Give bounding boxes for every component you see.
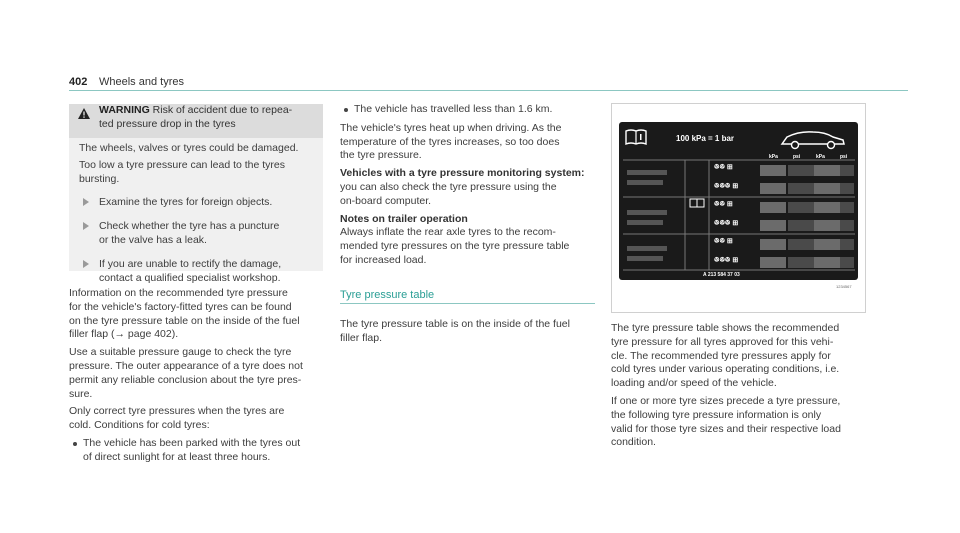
tyre-size-label — [627, 220, 663, 225]
text-line: Examine the tyres for foreign objects. — [99, 196, 273, 209]
bullet-dot — [344, 108, 348, 112]
text-line: The vehicle has travelled less than 1.6 km. — [354, 103, 553, 115]
pressure-cell — [760, 165, 786, 176]
warning-box — [69, 104, 323, 284]
pressure-cell — [788, 239, 814, 250]
pressure-cell — [814, 257, 840, 268]
warning-heading-text: Risk of accident due to repea- — [152, 104, 293, 116]
text-line: loading and/or speed of the vehicle. — [611, 377, 777, 390]
part-number: A 213 584 37 03 — [703, 272, 740, 278]
column-header-psi: psi — [793, 154, 801, 160]
text-line: sure. — [69, 387, 93, 400]
text-line: on-board computer. — [340, 194, 432, 207]
bullet-dot — [73, 442, 77, 446]
text-line: the tyre pressure. — [340, 149, 422, 162]
warning-heading-line2: ted pressure drop in the tyres — [99, 117, 236, 130]
pressure-cell — [840, 220, 854, 231]
pressure-cell — [840, 257, 854, 268]
subheading: Notes on trailer operation — [340, 212, 468, 225]
unit-label: 100 kPa = 1 bar — [676, 134, 735, 143]
step-arrow-icon — [83, 198, 89, 206]
text-line: for the vehicle's factory-fitted tyres can be found — [69, 300, 292, 313]
text-line: Use a suitable pressure gauge to check the tyre — [69, 346, 292, 359]
text-line: The vehicle's tyres heat up when driving. As the — [340, 121, 562, 134]
table-description-paragraph — [611, 322, 866, 391]
pressure-cell — [814, 165, 840, 176]
text-line: you can also check the tyre pressure using the — [340, 180, 557, 193]
column-left — [69, 287, 325, 465]
pressure-cell — [840, 202, 854, 213]
trailer-paragraph — [340, 213, 595, 268]
text-line: the following tyre pressure information is only — [611, 408, 822, 421]
section-heading-rule — [340, 303, 595, 304]
instruction-step — [79, 196, 315, 210]
page-reference-link[interactable]: filler flap (→ page 402). — [69, 328, 179, 341]
text-line: of direct sunlight for at least three hours. — [83, 450, 271, 463]
text-line: Information on the recommended tyre pressure — [69, 287, 288, 299]
pressure-cell — [840, 183, 854, 194]
pressure-cell — [760, 202, 786, 213]
warning-header-band — [69, 104, 323, 138]
info-paragraph — [69, 287, 325, 342]
column-right — [611, 322, 866, 450]
pressure-cell — [788, 257, 814, 268]
text-line: cle. The recommended tyre pressures apply for — [611, 349, 831, 362]
warning-triangle-icon — [78, 108, 90, 119]
warning-paragraph: The wheels, valves or tyres could be damaged. — [79, 142, 299, 154]
bullet-item — [340, 103, 595, 117]
load-full-icon: ꔮꔮꔮ ⊞ — [714, 220, 739, 227]
pressure-cell — [760, 239, 786, 250]
pressure-cell — [760, 257, 786, 268]
pressure-cell — [788, 220, 814, 231]
column-header-kpa: kPa — [769, 154, 778, 160]
header-rule — [69, 90, 908, 91]
load-occupants-icon: ꔮꔮ ⊞ — [714, 238, 733, 245]
text-line: temperature of the tyres increases, so too does — [340, 135, 560, 148]
figure-id: 1234567 — [836, 284, 852, 289]
tyre-pressure-placard — [619, 122, 858, 280]
text-line: filler flap. — [340, 331, 383, 344]
text-line: tyre pressure for all tyres approved for this vehi- — [611, 335, 834, 348]
pressure-cell — [814, 239, 840, 250]
tyre-size-label — [627, 210, 667, 215]
pressure-cell — [760, 183, 786, 194]
text-line: cold. Conditions for cold tyres: — [69, 419, 210, 432]
column-header-psi: psi — [840, 154, 848, 160]
load-full-icon: ꔮꔮꔮ ⊞ — [714, 183, 739, 190]
pressure-cell — [788, 183, 814, 194]
text-line: Only correct tyre pressures when the tyres are — [69, 405, 285, 418]
text-line: Too low a tyre pressure can lead to the tyres — [79, 158, 286, 171]
pressure-cell — [814, 220, 840, 231]
tyre-size-label — [627, 180, 663, 185]
gauge-paragraph — [69, 346, 325, 401]
pressure-cell — [788, 165, 814, 176]
table-paragraph — [340, 318, 595, 346]
tyre-size-label — [627, 256, 663, 261]
text-line: permit any reliable conclusion about the tyre pres- — [69, 373, 302, 386]
pressure-cell — [840, 165, 854, 176]
text-line: cold tyres under various operating conditions, i.e. — [611, 363, 840, 376]
column-header-kpa: kPa — [816, 154, 825, 160]
tpms-paragraph — [340, 167, 595, 208]
pressure-cell — [814, 183, 840, 194]
text-line: The tyre pressure table shows the recommended — [611, 322, 840, 334]
bullet-item — [69, 437, 325, 465]
column-middle — [340, 103, 595, 345]
warning-heading — [99, 104, 319, 132]
tyre-size-label — [627, 246, 667, 251]
pressure-cell — [760, 220, 786, 231]
load-full-icon: ꔮꔮꔮ ⊞ — [714, 257, 739, 264]
text-line: on the tyre pressure table on the inside of the fuel — [69, 314, 300, 327]
section-heading — [340, 289, 595, 304]
text-line: mended tyre pressures on the tyre pressure table — [340, 240, 570, 253]
instruction-step — [79, 220, 315, 248]
warning-paragraph — [79, 159, 315, 187]
text-line: or the valve has a leak. — [99, 233, 207, 246]
instruction-step — [79, 258, 315, 286]
section-heading-text: Tyre pressure table — [340, 288, 435, 301]
text-line: If one or more tyre sizes precede a tyre pressure, — [611, 394, 841, 407]
tyre-size-label — [627, 170, 667, 175]
text-line: for increased load. — [340, 253, 427, 266]
tyre-size-paragraph — [611, 395, 866, 450]
warning-body — [79, 142, 315, 285]
manual-book-icon — [689, 198, 705, 208]
pressure-cell — [840, 239, 854, 250]
text-line: valid for those tyre sizes and their respective load — [611, 422, 841, 435]
text-line: bursting. — [79, 172, 120, 185]
pressure-cell — [814, 202, 840, 213]
pressure-cell — [788, 202, 814, 213]
load-occupants-icon: ꔮꔮ ⊞ — [714, 164, 733, 171]
heat-paragraph — [340, 122, 595, 163]
text-line: The tyre pressure table is on the inside of the fuel — [340, 317, 570, 330]
text-line: The vehicle has been parked with the tyres out — [83, 436, 301, 449]
text-line: Always inflate the rear axle tyres to the recom- — [340, 226, 556, 239]
section-title: Wheels and tyres — [99, 76, 184, 88]
step-arrow-icon — [83, 222, 89, 230]
text-line: If you are unable to rectify the damage, — [99, 257, 282, 270]
subheading: Vehicles with a tyre pressure monitoring system: — [340, 167, 585, 180]
cold-paragraph — [69, 405, 325, 433]
text-line: contact a qualified specialist workshop. — [99, 271, 281, 284]
page-number: 402 — [69, 76, 88, 88]
text-line: condition. — [611, 436, 656, 449]
text-line: Check whether the tyre has a puncture — [99, 220, 280, 233]
warning-label: WARNING — [99, 104, 150, 116]
step-arrow-icon — [83, 260, 89, 268]
text-line: pressure. The outer appearance of a tyre does not — [69, 359, 303, 372]
load-occupants-icon: ꔮꔮ ⊞ — [714, 201, 733, 208]
